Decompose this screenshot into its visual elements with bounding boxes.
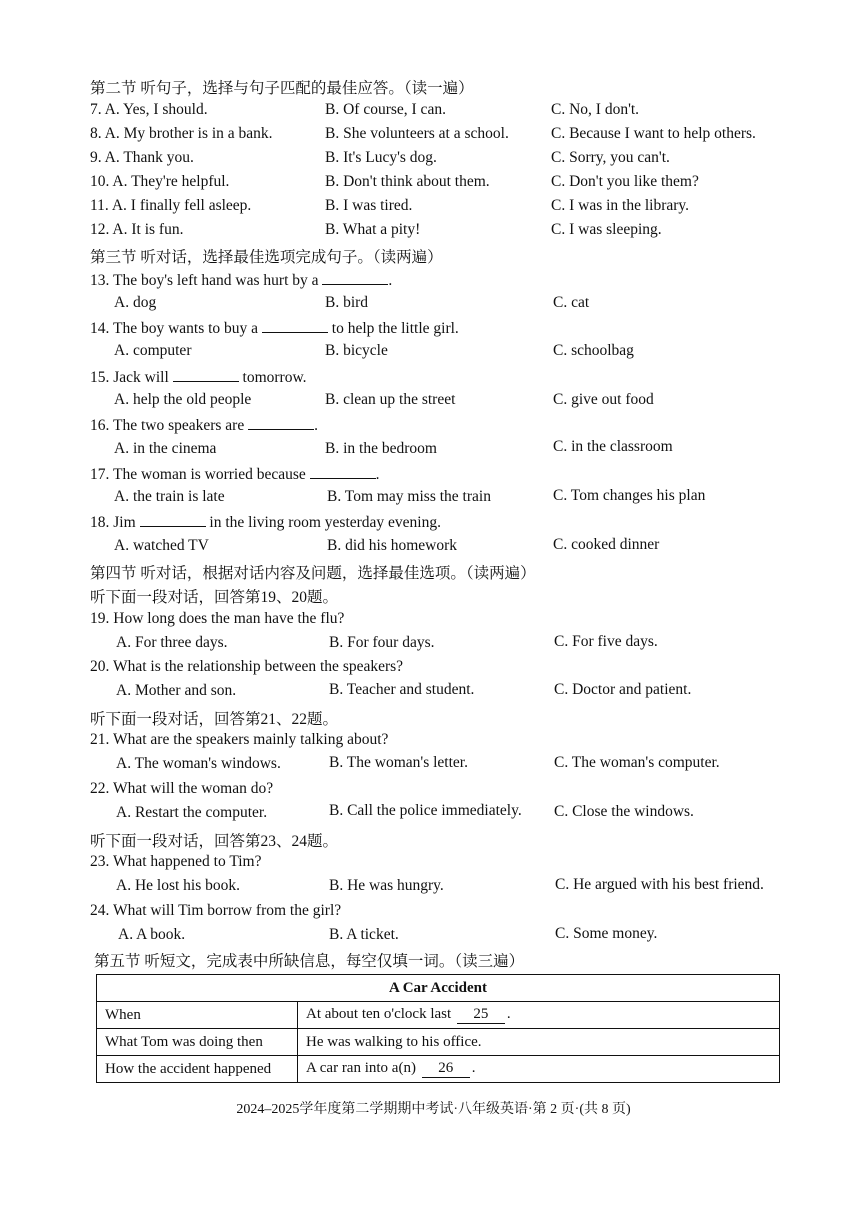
cell-text: A car ran into a(n) [306,1060,416,1076]
q19-option-c: C. For five days. [554,633,658,650]
row-value: He was walking to his office. [298,1029,780,1056]
dialogue-2-instruction: 听下面一段对话，回答第21、22题。 [90,711,339,728]
row-label: What Tom was doing then [97,1029,298,1056]
question-number: 11. [90,197,109,214]
page-footer: 2024–2025学年度第二学期期中考试·八年级英语·第 2 页·(共 8 页) [236,1102,631,1117]
q24-option-b: B. A ticket. [329,926,399,943]
q13-option-c: C. cat [553,294,590,311]
q10-option-c: C. Don't you like them? [551,173,699,190]
car-accident-table [96,974,780,1083]
q21-option-c: C. The woman's computer. [554,754,720,771]
question-8 [90,125,273,143]
stem-text: 18. Jim [90,514,136,531]
question-11 [90,197,251,215]
q15-option-c: C. give out food [553,391,654,408]
q10-option-b: B. Don't think about them. [325,173,490,190]
question-17-stem [90,464,380,484]
stem-text: tomorrow. [242,369,307,386]
q18-option-b: B. did his homework [327,537,458,554]
q15-option-a: A. help the old people [114,391,252,408]
option-a: A. Yes, I should. [104,101,208,118]
q16-option-a: A. in the cinema [114,440,217,457]
answer-blank [310,464,376,479]
answer-blank [248,415,314,430]
question-20: 20. What is the relationship between the speakers? [90,658,404,675]
stem-text: 13. The boy's left hand was hurt by a [90,272,319,289]
table-row [97,1002,780,1029]
question-13-stem [90,270,392,290]
dialogue-3-instruction: 听下面一段对话，回答第23、24题。 [90,833,339,850]
q16-option-b: B. in the bedroom [325,440,437,457]
q12-option-c: C. I was sleeping. [551,221,662,238]
question-number: 8. [90,125,102,142]
q18-option-a: A. watched TV [114,537,209,554]
q24-option-a: A. A book. [118,926,186,943]
option-a: A. Thank you. [104,149,194,166]
question-24: 24. What will Tim borrow from the girl? [90,902,342,919]
q17-option-a: A. the train is late [114,488,225,505]
stem-text: 14. The boy wants to buy a [90,320,259,337]
section-3-heading: 第三节 听对话，选择最佳选项完成句子。（读两遍） [90,249,443,266]
stem-text: to help the little girl. [331,320,459,337]
section-2-heading: 第二节 听句子，选择与句子匹配的最佳应答。（读一遍） [90,80,474,97]
q14-option-b: B. bicycle [325,342,388,359]
question-18-stem [90,512,441,532]
q13-option-b: B. bird [325,294,369,311]
answer-blank-26: 26 [422,1060,470,1078]
q20-option-c: C. Doctor and patient. [554,681,692,698]
question-16-stem [90,415,318,435]
row-label: How the accident happened [97,1056,298,1083]
question-9 [90,149,194,167]
q12-option-b: B. What a pity! [325,221,421,238]
q22-option-b: B. Call the police immediately. [329,802,522,819]
q22-option-c: C. Close the windows. [554,803,694,820]
option-a: A. They're helpful. [112,173,230,190]
q17-option-c: C. Tom changes his plan [553,487,706,504]
stem-text: in the living room yesterday evening. [209,514,441,531]
q11-option-c: C. I was in the library. [551,197,690,214]
table-title: A Car Accident [97,975,780,1002]
q20-option-b: B. Teacher and student. [329,681,475,698]
question-12 [90,221,183,239]
answer-blank [173,367,239,382]
q9-option-c: C. Sorry, you can't. [551,149,670,166]
cell-text: . [506,1006,511,1022]
answer-blank [322,270,388,285]
cell-text: . [471,1060,476,1076]
stem-text: 16. The two speakers are [90,417,245,434]
q16-option-c: C. in the classroom [553,438,673,455]
answer-blank-25: 25 [457,1006,505,1024]
q22-option-a: A. Restart the computer. [116,804,268,821]
q8-option-b: B. She volunteers at a school. [325,125,509,142]
q23-option-b: B. He was hungry. [329,877,444,894]
question-14-stem [90,318,459,338]
answer-blank [262,318,328,333]
question-number: 7. [90,101,102,118]
table-title-row [97,975,780,1002]
q7-option-c: C. No, I don't. [551,101,640,118]
question-10 [90,173,229,191]
table-row [97,1029,780,1056]
question-21: 21. What are the speakers mainly talking about? [90,731,389,748]
question-number: 12. [90,221,110,238]
question-7 [90,101,208,119]
option-a: A. I finally fell asleep. [111,197,252,214]
q8-option-c: C. Because I want to help others. [551,125,756,142]
question-22: 22. What will the woman do? [90,780,274,797]
question-number: 10. [90,173,110,190]
q17-option-b: B. Tom may miss the train [327,488,491,505]
q19-option-a: A. For three days. [116,634,228,651]
dialogue-1-instruction: 听下面一段对话，回答第19、20题。 [90,589,339,606]
q9-option-b: B. It's Lucy's dog. [325,149,437,166]
question-15-stem [90,367,307,387]
q13-option-a: A. dog [114,294,157,311]
q24-option-c: C. Some money. [555,925,658,942]
stem-text: . [314,417,318,434]
stem-text: . [375,466,380,483]
section-5-heading: 第五节 听短文，完成表中所缺信息，每空仅填一词。（读三遍） [94,953,525,970]
question-23: 23. What happened to Tim? [90,853,262,870]
row-label: When [97,1002,298,1029]
q21-option-b: B. The woman's letter. [329,754,468,771]
answer-blank [140,512,206,527]
q23-option-c: C. He argued with his best friend. [555,876,764,893]
q15-option-b: B. clean up the street [325,391,456,408]
stem-text: . [388,272,393,289]
q14-option-c: C. schoolbag [553,342,634,359]
table-row [97,1056,780,1083]
q11-option-b: B. I was tired. [325,197,413,214]
stem-text: 15. Jack will [90,369,169,386]
q14-option-a: A. computer [114,342,192,359]
question-19: 19. How long does the man have the flu? [90,610,345,627]
stem-text: 17. The woman is worried because [90,466,306,483]
row-value [298,1056,780,1083]
row-value [298,1002,780,1029]
q19-option-b: B. For four days. [329,634,435,651]
section-4-heading: 第四节 听对话，根据对话内容及问题，选择最佳选项。（读两遍） [90,565,536,582]
q18-option-c: C. cooked dinner [553,536,660,553]
option-a: A. My brother is in a bank. [104,125,273,142]
cell-text: At about ten o'clock last [306,1006,452,1022]
q23-option-a: A. He lost his book. [116,877,240,894]
question-number: 9. [90,149,102,166]
option-a: A. It is fun. [112,221,184,238]
q7-option-b: B. Of course, I can. [325,101,446,118]
q21-option-a: A. The woman's windows. [116,755,281,772]
q20-option-a: A. Mother and son. [116,682,237,699]
